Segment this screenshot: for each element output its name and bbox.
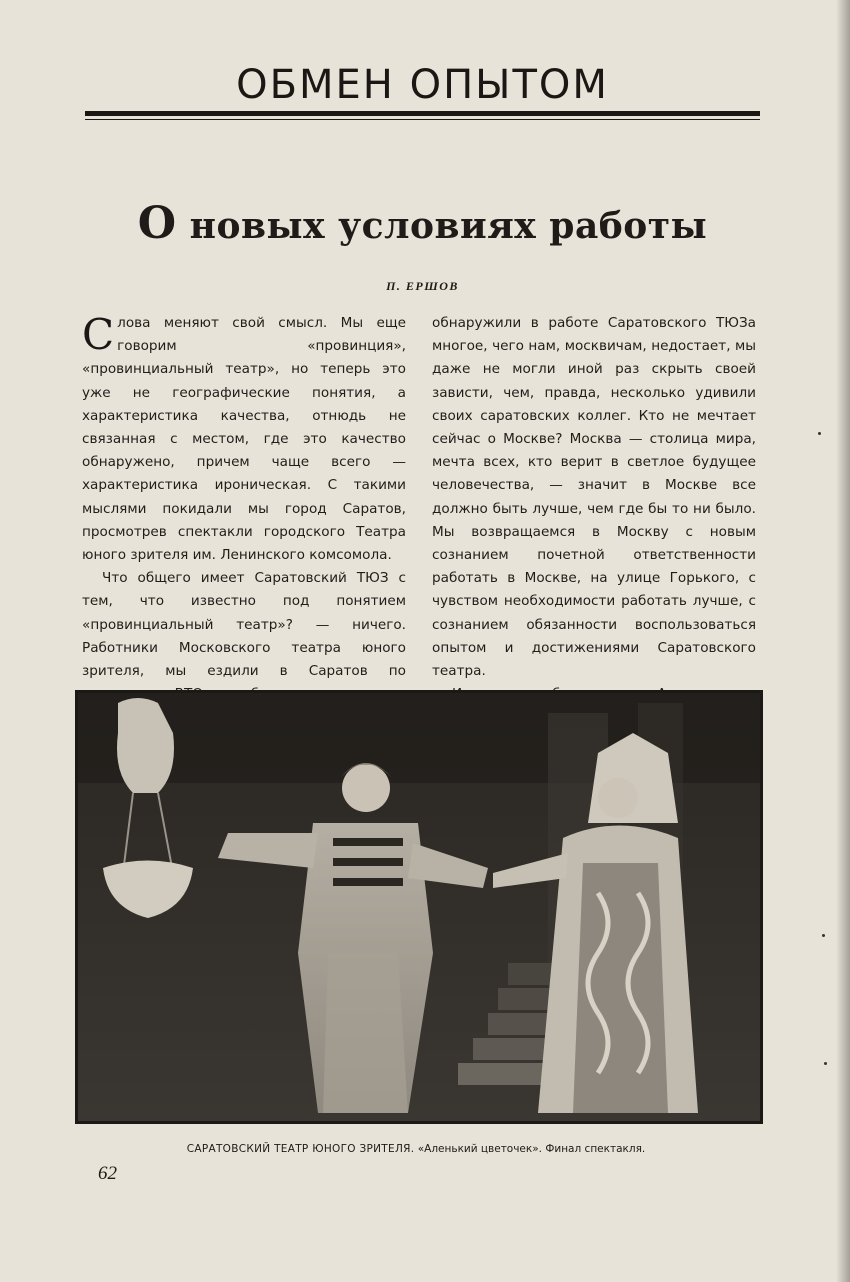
header-rule-thin [85, 119, 760, 120]
caption-title: САРАТОВСКИЙ ТЕАТР ЮНОГО ЗРИТЕЛЯ. [186, 1143, 415, 1155]
paragraph-text: лова меняют свой смысл. Мы еще говорим «провинция», «провинциальный театр», но теперь это уже не географические понятия, а характеристика качества, отнюдь не связанная с местом, где это качество обнаружено, причем чаще всего — характеристика ироническая. С такими мыслями покидали мы город Саратов, просмотрев спектакли городского Театра юного зрителя им. Ленинского комсомола. [82, 315, 406, 564]
paragraph: Что общего имеет Саратовский ТЮЗ с тем, что известно под понятием «провинциальный театр»? — ничего. Работники Московского театра юного зрителя, мы ездили в Саратов по [82, 570, 406, 680]
drop-cap: С [82, 310, 115, 359]
headline-text: новых условиях работы [176, 205, 708, 247]
section-title: ОБМЕН ОПЫТОМ [236, 62, 609, 108]
page-number: 62 [98, 1163, 117, 1184]
headline-initial: О [137, 198, 177, 249]
photo-caption [75, 1143, 757, 1155]
paragraph: обнаружили в работе Саратовского ТЮЗа многое, чего нам, москвичам, недостает, мы даже не могли иной раз скрыть своей зависти, чем, правда, несколько удивили своих саратовских коллег. Кто не мечтает сейчас о Москве? Москва — столица мира, мечта всех, кто верит в светлое будущее человечества, — значит в Москве все должно быть лучше, чем где бы то ни было. Мы возвращаемся в Москву с новым сознанием почетной ответственности работать в Москве, на улице Горького, с чувством необходимости работать лучше, с сознанием обязанности воспользоваться опытом и достижениями Саратовского театра. [432, 315, 756, 680]
paper-speck [824, 1062, 827, 1065]
stage-photo [75, 690, 763, 1124]
caption-detail: «Аленький цветочек». Финал спектакля. [417, 1143, 646, 1155]
paper-speck [822, 934, 825, 937]
stage-photo-illustration [78, 693, 760, 1121]
paper-speck [818, 432, 821, 435]
author-byline: П. ЕРШОВ [386, 279, 459, 293]
paragraph [82, 312, 406, 567]
header-rule-thick [85, 111, 760, 116]
article-headline [85, 198, 760, 249]
